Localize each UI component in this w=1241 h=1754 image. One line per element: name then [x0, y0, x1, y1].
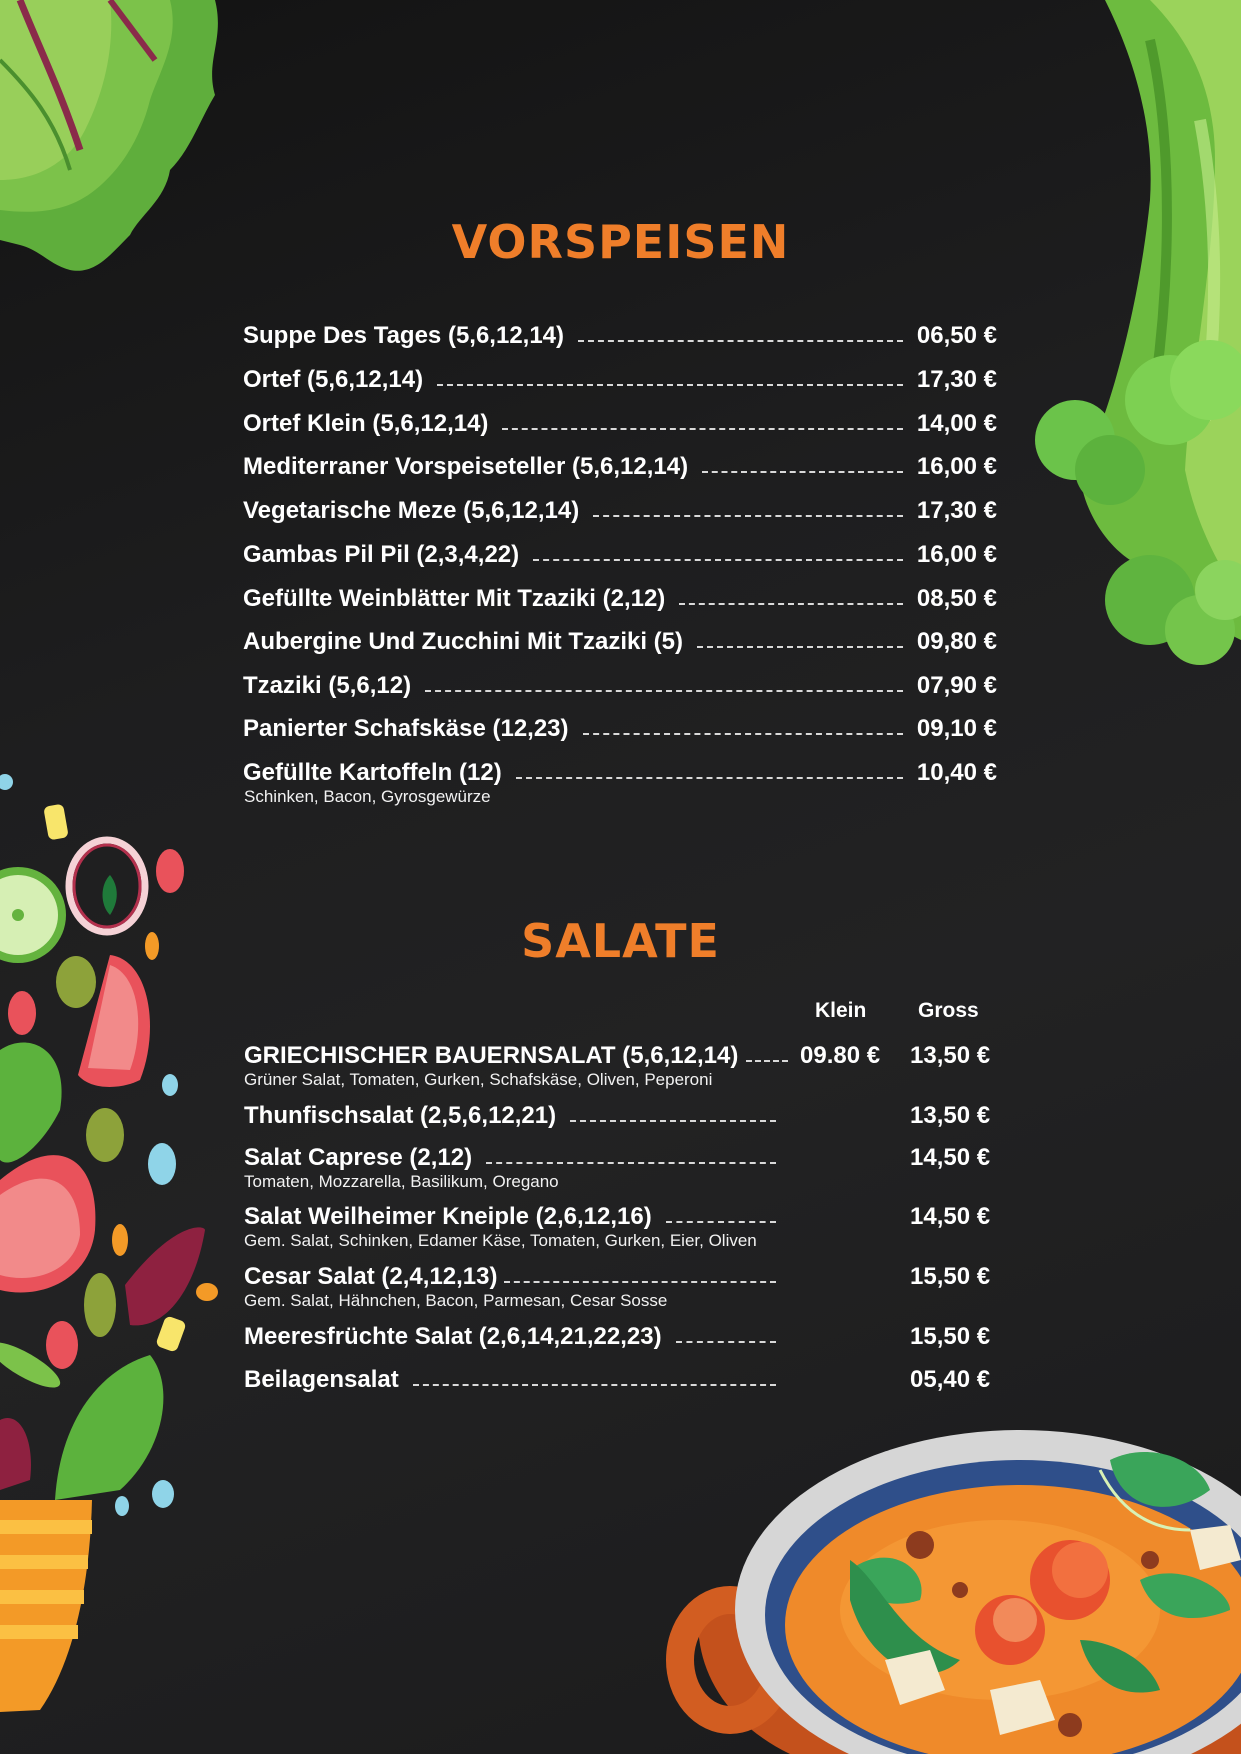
menu-item-price: 06,50 € — [916, 322, 997, 349]
menu-item-description: Schinken, Bacon, Gyrosgewürze — [244, 787, 491, 806]
dotted-leader — [679, 603, 903, 605]
dotted-leader — [533, 559, 903, 561]
price-large: 14,50 € — [910, 1144, 991, 1171]
menu-item — [243, 322, 997, 350]
dotted-leader — [583, 733, 903, 735]
dotted-leader — [425, 690, 903, 692]
menu-item-name: Gefüllte Kartoffeln (12) — [243, 759, 502, 786]
menu-item-name: Suppe Des Tages (5,6,12,14) — [243, 322, 565, 349]
menu-item-name: Vegetarische Meze (5,6,12,14) — [243, 497, 580, 524]
dotted-leader — [570, 1120, 776, 1122]
menu-item-description: Grüner Salat, Tomaten, Gurken, Schafskäse, Oliven, Peperoni — [244, 1070, 713, 1089]
column-header-klein: Klein — [815, 999, 867, 1022]
menu-item — [243, 672, 997, 700]
menu-item-name: Aubergine Und Zucchini Mit Tzaziki (5) — [243, 628, 684, 655]
menu-item — [243, 366, 997, 394]
menu-item — [243, 497, 997, 525]
menu-item — [243, 628, 997, 656]
menu-item-name: Panierter Schafskäse (12,23) — [243, 715, 569, 742]
price-large: 15,50 € — [910, 1263, 991, 1290]
dotted-leader — [516, 777, 903, 779]
menu-item — [243, 410, 997, 438]
menu-item — [244, 1263, 790, 1291]
soup-bowl-illustration — [680, 1430, 1241, 1754]
menu-item-price: 14,00 € — [916, 410, 997, 437]
menu-item-price-large — [910, 1366, 990, 1394]
menu-item-price-large — [910, 1203, 990, 1231]
menu-item-name: Meeresfrüchte Salat (2,6,14,21,22,23) — [244, 1323, 662, 1350]
menu-item — [244, 1203, 790, 1231]
menu-item-name: Salat Caprese (2,12) — [244, 1144, 473, 1171]
menu-item-price: 16,00 € — [916, 453, 997, 480]
menu-item — [243, 541, 997, 569]
price-small: 09.80 € — [800, 1042, 881, 1069]
price-large: 14,50 € — [910, 1203, 991, 1230]
dotted-leader — [437, 384, 903, 386]
column-header-gross: Gross — [918, 999, 979, 1022]
menu-item-price: 17,30 € — [916, 497, 997, 524]
celery-illustration — [1035, 0, 1241, 665]
price-large: 13,50 € — [910, 1102, 991, 1129]
menu-item — [243, 585, 997, 613]
dotted-leader — [746, 1060, 788, 1062]
menu-item-name: Gambas Pil Pil (2,3,4,22) — [243, 541, 520, 568]
menu-item-description: Tomaten, Mozzarella, Basilikum, Oregano — [244, 1172, 559, 1191]
menu-item — [244, 1323, 790, 1351]
menu-item — [244, 1144, 790, 1172]
menu-item-price-large — [910, 1263, 990, 1291]
menu-item-price: 16,00 € — [916, 541, 997, 568]
price-large: 13,50 € — [910, 1042, 991, 1069]
menu-item-description: Gem. Salat, Hähnchen, Bacon, Parmesan, Cesar Sosse — [244, 1291, 668, 1310]
menu-item-description: Gem. Salat, Schinken, Edamer Käse, Tomaten, Gurken, Eier, Oliven — [244, 1231, 757, 1250]
menu-item — [244, 1366, 790, 1394]
menu-item-price: 09,80 € — [916, 628, 997, 655]
menu-item-price: 08,50 € — [916, 585, 997, 612]
dotted-leader — [486, 1162, 776, 1164]
price-large: 05,40 € — [910, 1366, 991, 1393]
dotted-leader — [676, 1341, 776, 1343]
menu-item-name: Beilagensalat — [244, 1366, 399, 1393]
menu-item-price-large — [910, 1323, 990, 1351]
menu-item-name: Salat Weilheimer Kneiple (2,6,12,16) — [244, 1203, 652, 1230]
menu-item — [244, 1102, 790, 1130]
menu-item-name: Thunfischsalat (2,5,6,12,21) — [244, 1102, 557, 1129]
menu-item-price: 09,10 € — [916, 715, 997, 742]
menu-item — [243, 453, 997, 481]
menu-item — [244, 1042, 790, 1070]
dotted-leader — [413, 1384, 776, 1386]
menu-item-price: 10,40 € — [916, 759, 997, 786]
dotted-leader — [666, 1221, 776, 1223]
menu-item-price-large — [910, 1102, 990, 1130]
menu-item-price-large — [910, 1042, 990, 1070]
menu-item — [243, 759, 997, 787]
menu-item-price: 07,90 € — [916, 672, 997, 699]
section-title-salate: SALATE — [521, 914, 720, 968]
menu-item-price-large — [910, 1144, 990, 1172]
menu-item-price-small — [800, 1042, 880, 1070]
menu-item-price: 17,30 € — [916, 366, 997, 393]
menu-item-name: Mediterraner Vorspeiseteller (5,6,12,14) — [243, 453, 689, 480]
price-large: 15,50 € — [910, 1323, 991, 1350]
dotted-leader — [504, 1281, 777, 1283]
menu-item-name: Tzaziki (5,6,12) — [243, 672, 412, 699]
menu-item-name: Cesar Salat (2,4,12,13) — [244, 1263, 498, 1290]
dotted-leader — [578, 340, 903, 342]
menu-item-name: GRIECHISCHER BAUERNSALAT (5,6,12,14) — [244, 1042, 739, 1069]
menu-item-name: Ortef (5,6,12,14) — [243, 366, 424, 393]
section-title-vorspeisen: VORSPEISEN — [451, 215, 790, 269]
dotted-leader — [697, 646, 903, 648]
menu-item-name: Gefüllte Weinblätter Mit Tzaziki (2,12) — [243, 585, 666, 612]
dotted-leader — [702, 471, 903, 473]
dotted-leader — [502, 428, 902, 430]
menu-item-name: Ortef Klein (5,6,12,14) — [243, 410, 489, 437]
menu-item — [243, 715, 997, 743]
dotted-leader — [593, 515, 903, 517]
